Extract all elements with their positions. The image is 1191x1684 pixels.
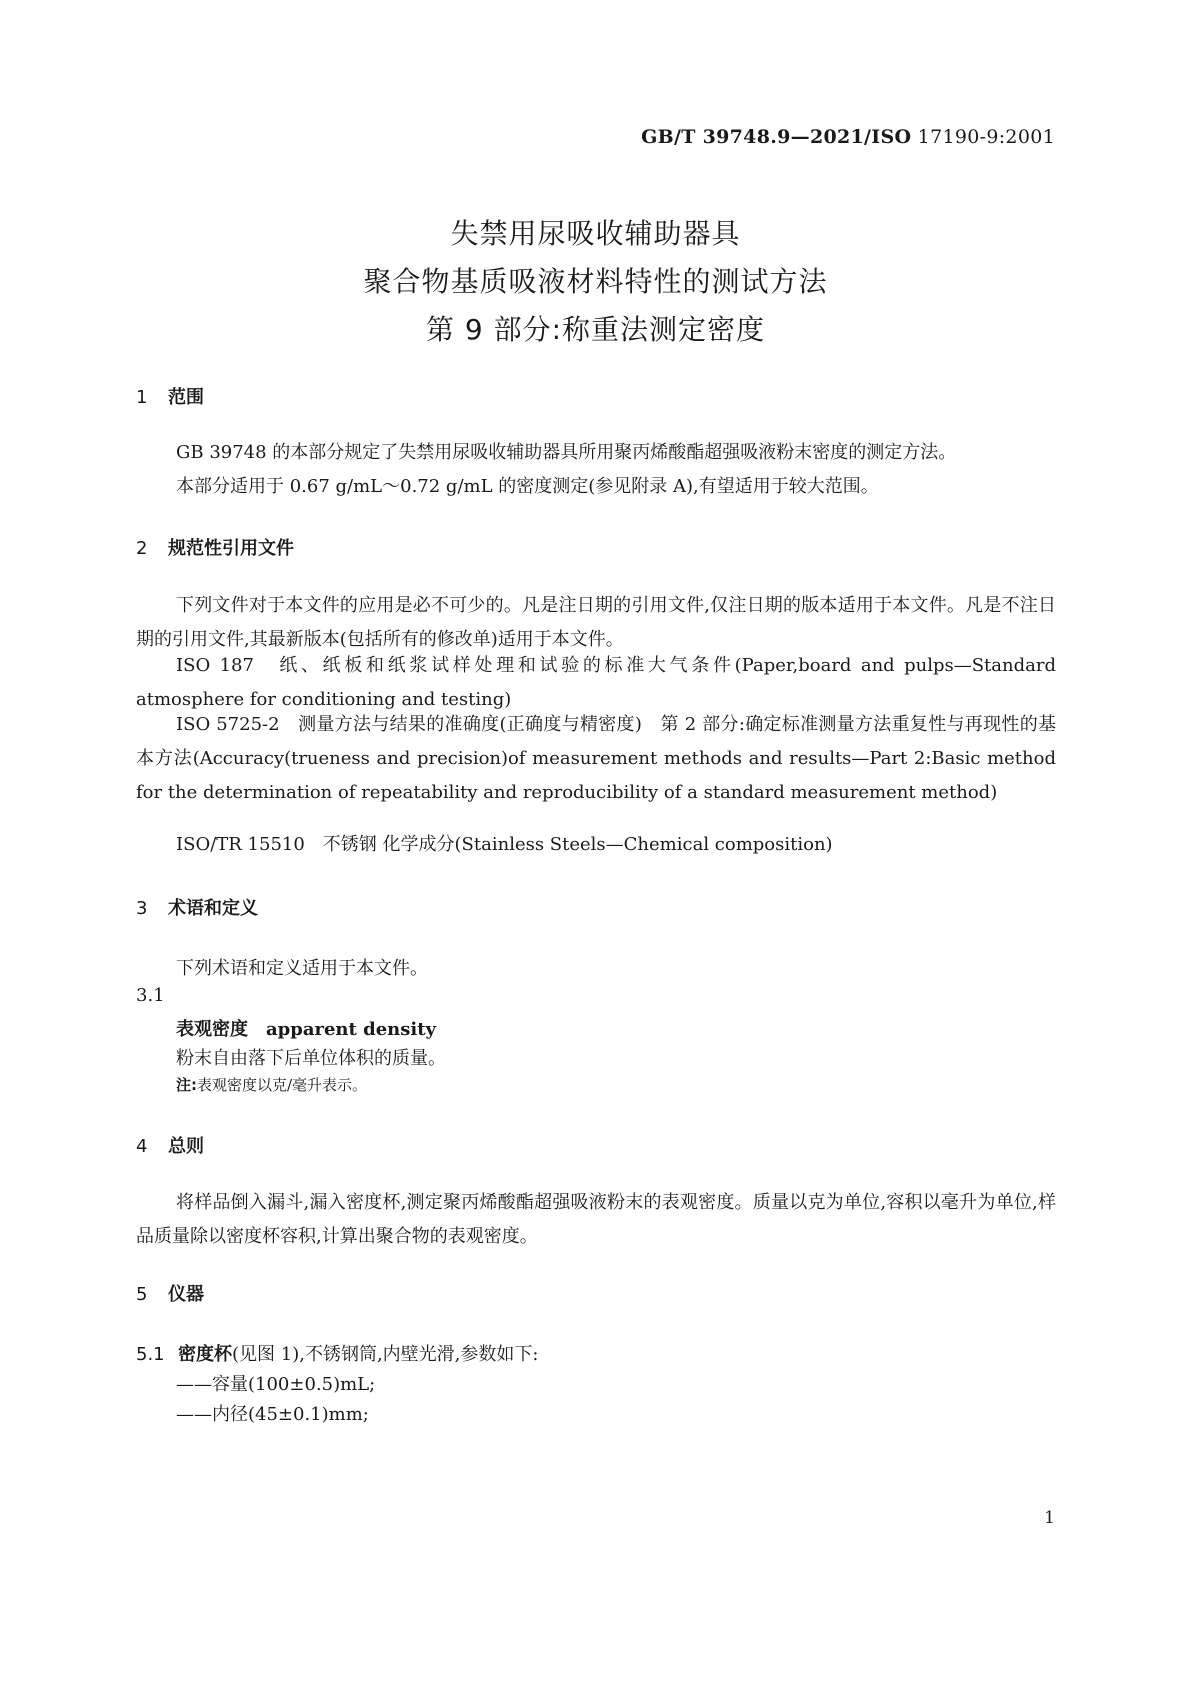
standard-code: GB/T 39748.9—2021/ISO 17190-9:2001 (641, 126, 1055, 148)
section-2-heading: 2 规范性引用文件 (136, 538, 294, 559)
dash-item-inner-diameter: ——内径(45±0.1)mm; (176, 1404, 369, 1425)
section-1-heading: 1 范围 (136, 387, 204, 408)
term-definition: 粉末自由落下后单位体积的质量。 (176, 1048, 446, 1069)
dash-item-capacity: ——容量(100±0.5)mL; (176, 1374, 376, 1395)
page-number: 1 (1044, 1508, 1055, 1528)
normative-reference-iso-187: ISO 187 纸、纸板和纸浆试样处理和试验的标准大气条件(Paper,board and pulps—Standard atmosphere for conditioning and testing) (136, 655, 1056, 710)
normative-reference-iso-tr-15510: ISO/TR 15510 不锈钢 化学成分(Stainless Steels—Chemical composition) (176, 834, 833, 855)
title-line-2: 聚合物基质吸液材料特性的测试方法 (363, 265, 828, 298)
section-1-paragraph-1: GB 39748 的本部分规定了失禁用尿吸收辅助器具所用聚丙烯酸酯超强吸液粉末密度的测定方法。 (176, 442, 957, 463)
section-1-paragraph-2: 本部分适用于 0.67 g/mL～0.72 g/mL 的密度测定(参见附录 A),有望适用于较大范围。 (176, 476, 879, 497)
normative-reference-iso-5725-2: ISO 5725-2 测量方法与结果的准确度(正确度与精密度) 第 2 部分:确定标准测量方法重复性与再现性的基本方法(Accuracy(trueness and precision)of measurement methods and results—Part 2:Basic method for the determination of repeatability and reproducibility of a standard measurement method) (136, 714, 1056, 803)
title-line-3: 第 9 部分:称重法测定密度 (425, 313, 766, 346)
section-4-heading: 4 总则 (136, 1136, 204, 1157)
title-line-1: 失禁用尿吸收辅助器具 (450, 217, 741, 250)
section-3-intro: 下列术语和定义适用于本文件。 (176, 958, 428, 979)
section-2-paragraph-1: 下列文件对于本文件的应用是必不可少的。凡是注日期的引用文件,仅注日期的版本适用于本文件。凡是不注日期的引用文件,其最新版本(包括所有的修改单)适用于本文件。 (136, 595, 1056, 650)
section-4-paragraph-1: 将样品倒入漏斗,漏入密度杯,测定聚丙烯酸酯超强吸液粉末的表观密度。质量以克为单位,容积以毫升为单位,样品质量除以密度杯容积,计算出聚合物的表观密度。 (136, 1192, 1056, 1247)
section-3-heading: 3 术语和定义 (136, 898, 258, 919)
term-entry: 表观密度 apparent density (176, 1019, 436, 1040)
document-title (0, 210, 1191, 354)
term-note: 注:表观密度以克/毫升表示。 (176, 1076, 368, 1094)
clause-5-1: 5.1 密度杯(见图 1),不锈钢筒,内壁光滑,参数如下: (136, 1344, 539, 1365)
clause-number: 3.1 (136, 985, 165, 1006)
section-5-heading: 5 仪器 (136, 1284, 204, 1305)
